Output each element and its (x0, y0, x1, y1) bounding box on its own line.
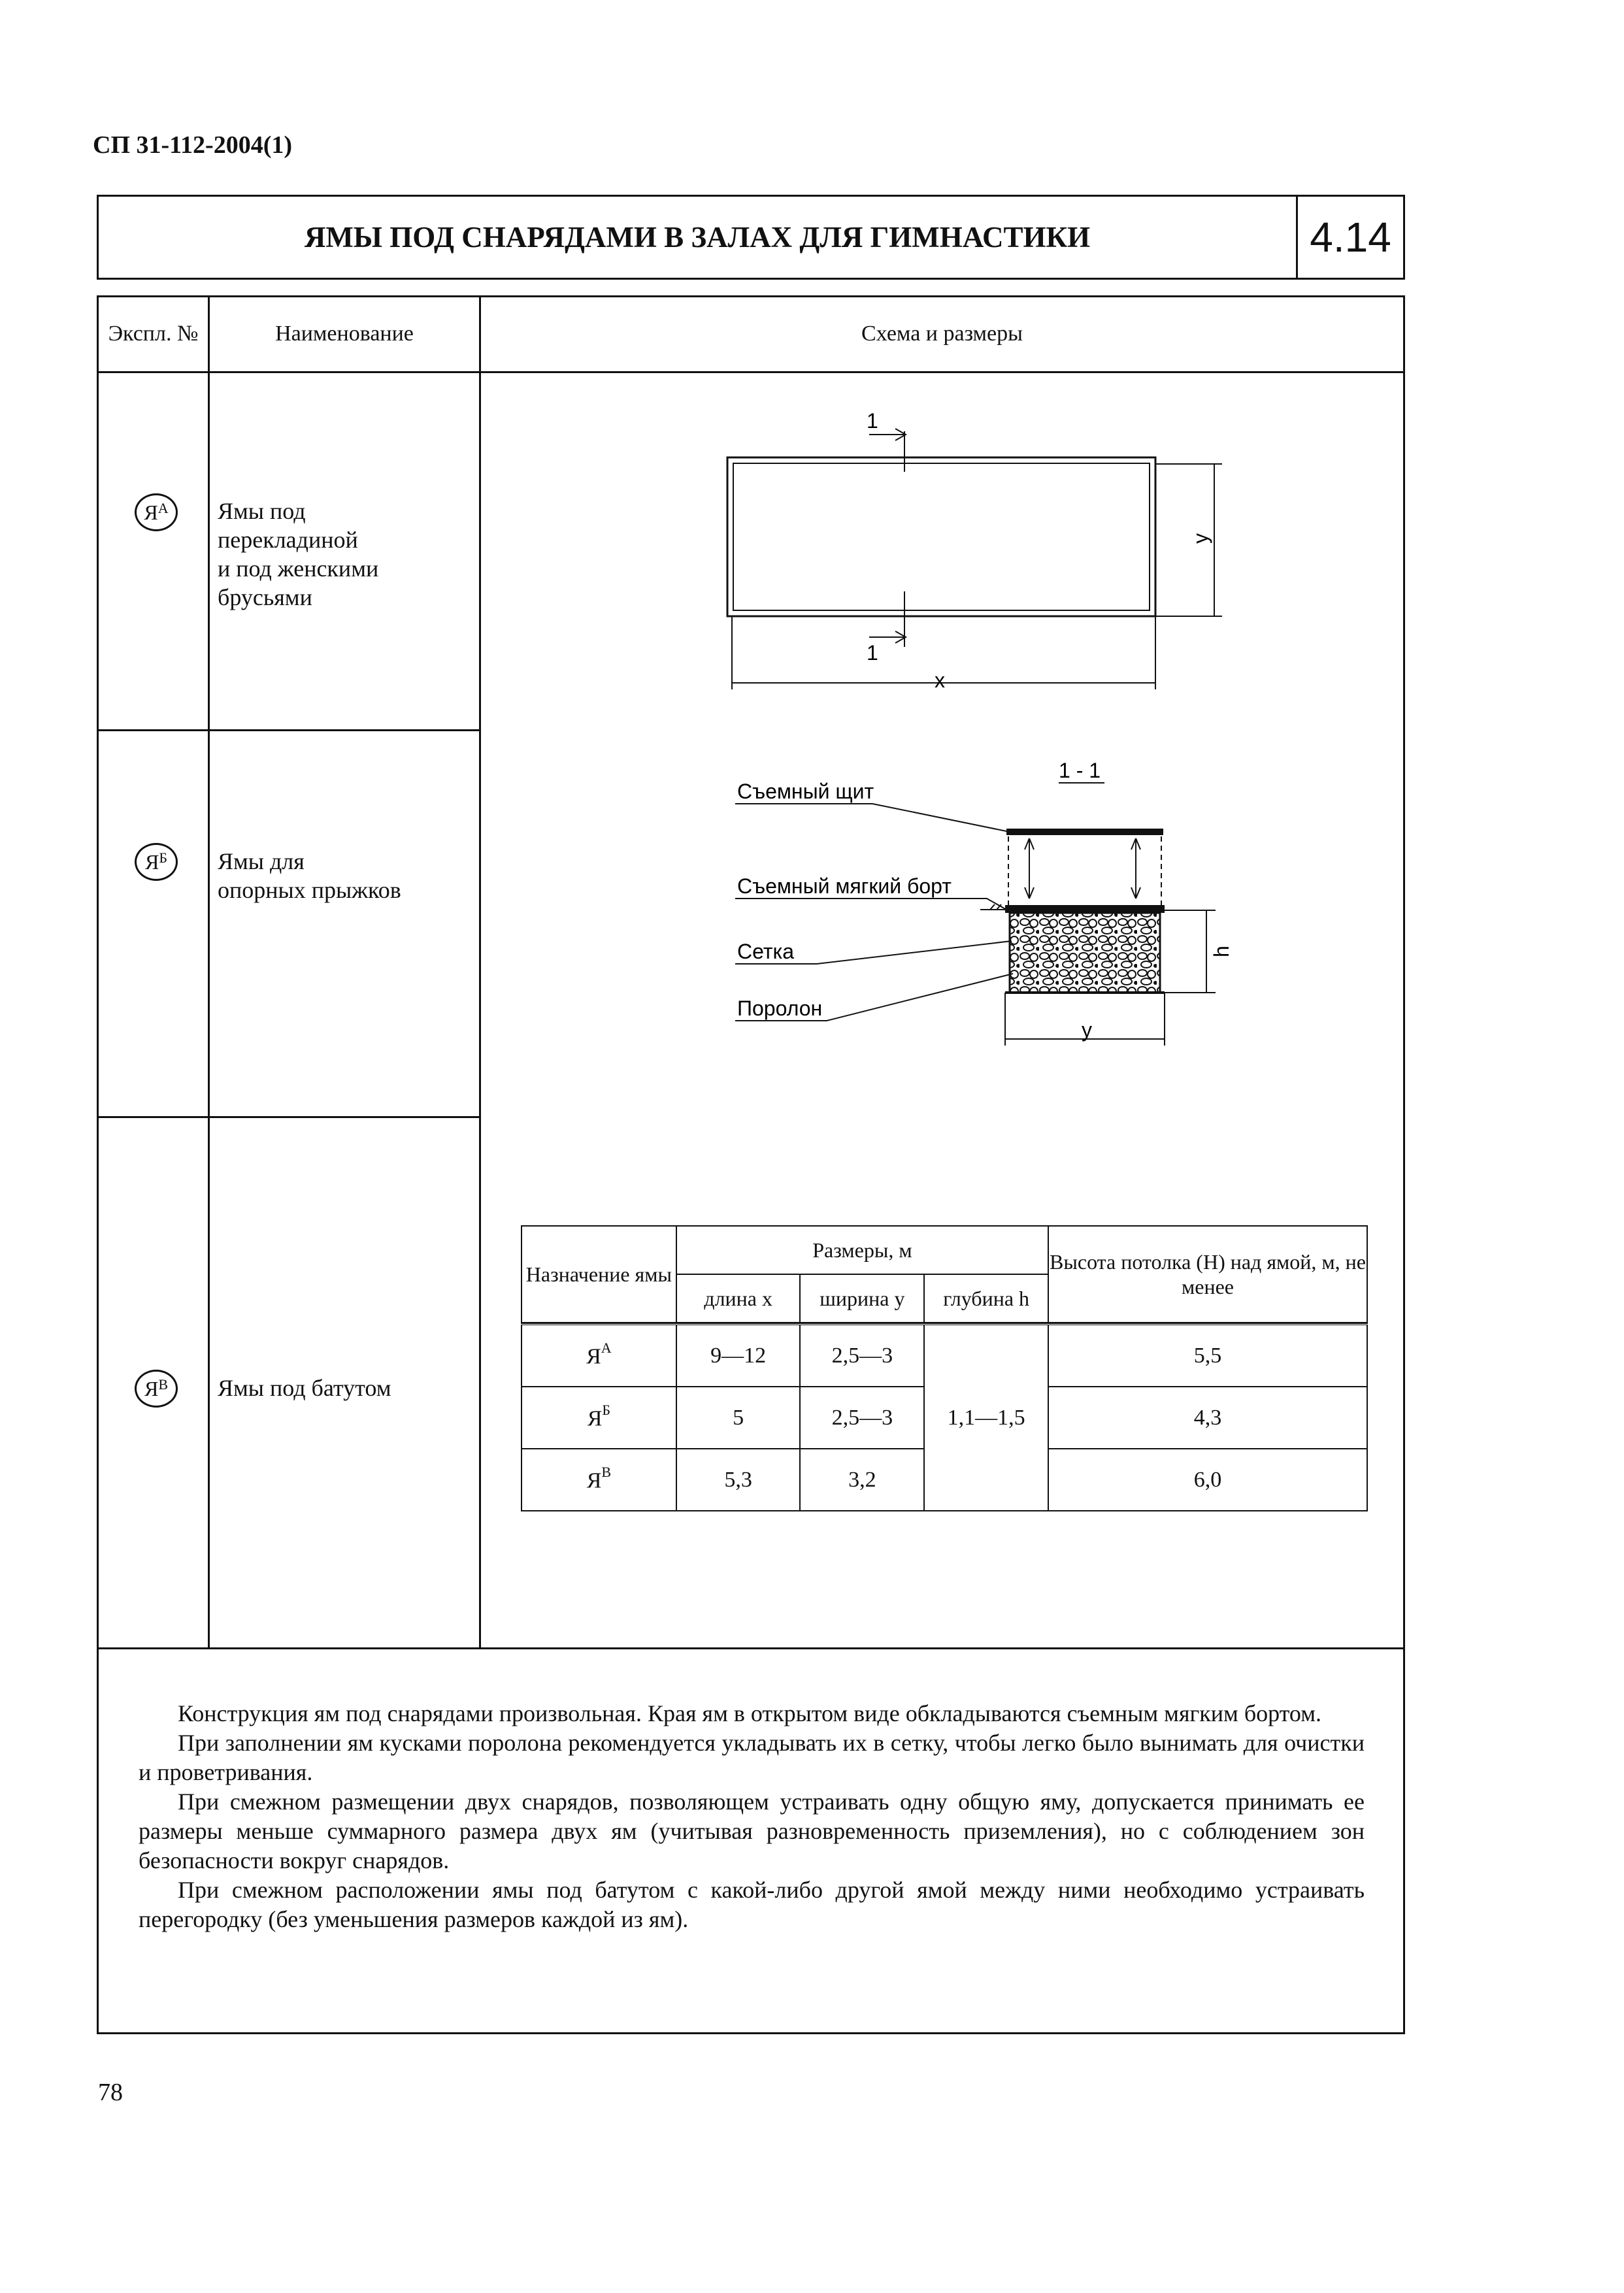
callout-net: Сетка (737, 940, 794, 963)
callout-foam: Поролон (737, 997, 823, 1020)
pit-scheme-drawing (484, 372, 1399, 1091)
cell-length: 5,3 (676, 1449, 801, 1511)
cell-depth-common: 1,1—1,5 (924, 1325, 1048, 1511)
pit-marker-c: Я $^В$ (135, 1370, 178, 1408)
col-header-name: Наименование (275, 322, 414, 346)
row-name-b: Ямы для опорных прыжков (218, 848, 401, 903)
th-depth: глубина h (924, 1274, 1048, 1323)
th-length: длина x (676, 1274, 801, 1323)
section-title: 1 - 1 (1059, 759, 1101, 782)
plan-x-label: x (935, 668, 945, 692)
plan-section-mark-top: 1 (867, 409, 878, 433)
section-view (980, 829, 1216, 1046)
page-number: 78 (98, 2079, 123, 2106)
cell-length: 5 (676, 1387, 801, 1449)
section-y-label: y (1082, 1018, 1092, 1042)
cell-width: 2,5—3 (800, 1325, 924, 1387)
row-name-c: Ямы под батутом (218, 1375, 391, 1401)
page-title: ЯМЫ ПОД СНАРЯДАМИ В ЗАЛАХ ДЛЯ ГИМНАСТИКИ (304, 221, 1091, 254)
document-code: СП 31-112-2004(1) (93, 131, 293, 159)
cell-width: 3,2 (800, 1449, 924, 1511)
th-purpose: Назначение ямы (522, 1226, 676, 1323)
callout-leaders (735, 804, 1013, 1021)
cell-length: 9—12 (676, 1325, 801, 1387)
section-number: 4.14 (1310, 214, 1391, 261)
cell-code: $Я^В$ (522, 1449, 676, 1511)
col-header-scheme: Схема и размеры (861, 322, 1023, 346)
th-width: ширина y (800, 1274, 924, 1323)
cell-height: 5,5 (1048, 1325, 1367, 1387)
callout-soft-border: Съемный мягкий борт (737, 874, 952, 898)
th-sizes: Размеры, м (676, 1226, 1048, 1274)
note-paragraph: При заполнении ям кусками поролона рекомендуется укладывать их в сетку, чтобы легко было вынимать для очистки и проветривания. (139, 1730, 1365, 1785)
section-h-label: h (1210, 946, 1233, 957)
pit-marker-b: Я $^Б$ (135, 843, 178, 881)
note-paragraph: При смежном размещении двух снарядов, позволяющем устраивать одну общую яму, допускается принимать ее размеры меньше суммарного размера двух ям (учитывая разновременность приземления), но с соблюдением зон безопасности вокруг снарядов. (139, 1789, 1365, 1873)
row-name-a: Ямы под перекладиной и под женскими брусьями (218, 498, 379, 610)
plan-view (727, 429, 1222, 689)
pit-marker-a: Я $^А$ (135, 493, 178, 531)
callout-removable-shield: Съемный щит (737, 780, 874, 803)
plan-section-mark-bottom: 1 (867, 641, 878, 665)
cell-height: 6,0 (1048, 1449, 1367, 1511)
cell-code: $Я^Б$ (522, 1387, 676, 1449)
th-ceiling-height: Высота потолка (H) над ямой, м, не менее (1048, 1226, 1367, 1323)
cell-height: 4,3 (1048, 1387, 1367, 1449)
cell-code: $Я^А$ (522, 1325, 676, 1387)
plan-y-label: y (1189, 533, 1212, 544)
cell-width: 2,5—3 (800, 1387, 924, 1449)
table-row (522, 1325, 1367, 1387)
note-paragraph: При смежном расположении ямы под батутом с какой-либо другой ямой между ними необходимо устраивать перегородку (без уменьшения размеров каждой из ям). (139, 1877, 1365, 1932)
title-box (97, 195, 1405, 280)
col-header-expl: Экспл. № (108, 322, 199, 346)
pit-sizes-table (521, 1225, 1368, 1511)
notes-text (139, 1699, 1365, 1934)
note-paragraph: Конструкция ям под снарядами произвольная. Края ям в открытом виде обкладываются съемным мягким бортом. (178, 1700, 1322, 1726)
